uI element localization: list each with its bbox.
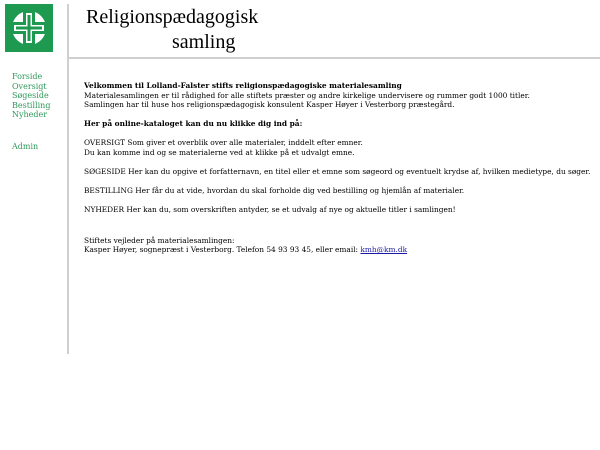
oversigt-description: Du kan komme ind og se materialerne ved at klikke på et udvalgt emne. [84,147,355,157]
soegeside-description: SØGESIDE Her kan du opgive et forfatternavn, en titel eller et emne som søgeord og eventuelt krydse af, hvilken medietype, du søger. [84,166,591,176]
sidebar-nav [12,72,50,151]
email-link[interactable]: kmh@km.dk [360,245,408,254]
page-title-line2: samling [172,31,236,53]
green-cross-logo-icon[interactable] [5,4,53,52]
contact-line: Kasper Høyer, sognepræst i Vesterborg. Telefon 54 93 93 45, eller email: [84,245,359,254]
nav-link-nyheder[interactable]: Nyheder [12,110,48,119]
welcome-line: Materialesamlingen er til rådighed for alle stiftets præster og andre kirkelige undervisere og rummer godt 1000 titler. [84,90,530,100]
catalog-heading: Her på online-kataloget kan du nu klikke dig ind på: [84,119,303,128]
main-content [84,81,600,264]
nav-link-admin[interactable]: Admin [12,141,39,151]
nav-link-forside[interactable]: Forside [12,72,43,81]
contact-line: Stiftets vejleder på materialesamlingen: [84,235,235,245]
header-divider [69,57,600,59]
nav-link-bestilling[interactable]: Bestilling [12,100,51,110]
page-title-line1: Religionspædagogisk [86,6,259,28]
nyheder-description: NYHEDER Her kan du, som overskriften antyder, se et udvalg af nye og aktuelle titler i samlingen! [84,204,456,214]
nav-link-oversigt[interactable]: Oversigt [12,81,47,91]
bestilling-description: BESTILLING Her får du at vide, hvordan du skal forholde dig ved bestilling og hjemlån af materialer. [84,185,465,195]
nav-link-soegeside[interactable]: Søgeside [12,91,49,100]
oversigt-description: OVERSIGT Som giver et overblik over alle materialer, inddelt efter emner. [84,138,363,147]
welcome-heading: Velkommen til Lolland-Falster stifts religionspædagogiske materialesamling [84,81,402,90]
welcome-line: Samlingen har til huse hos religionspædagogisk konsulent Kasper Høyer i Vesterborg præstegård. [84,100,455,109]
page-title [86,5,316,55]
spacer [84,224,600,236]
